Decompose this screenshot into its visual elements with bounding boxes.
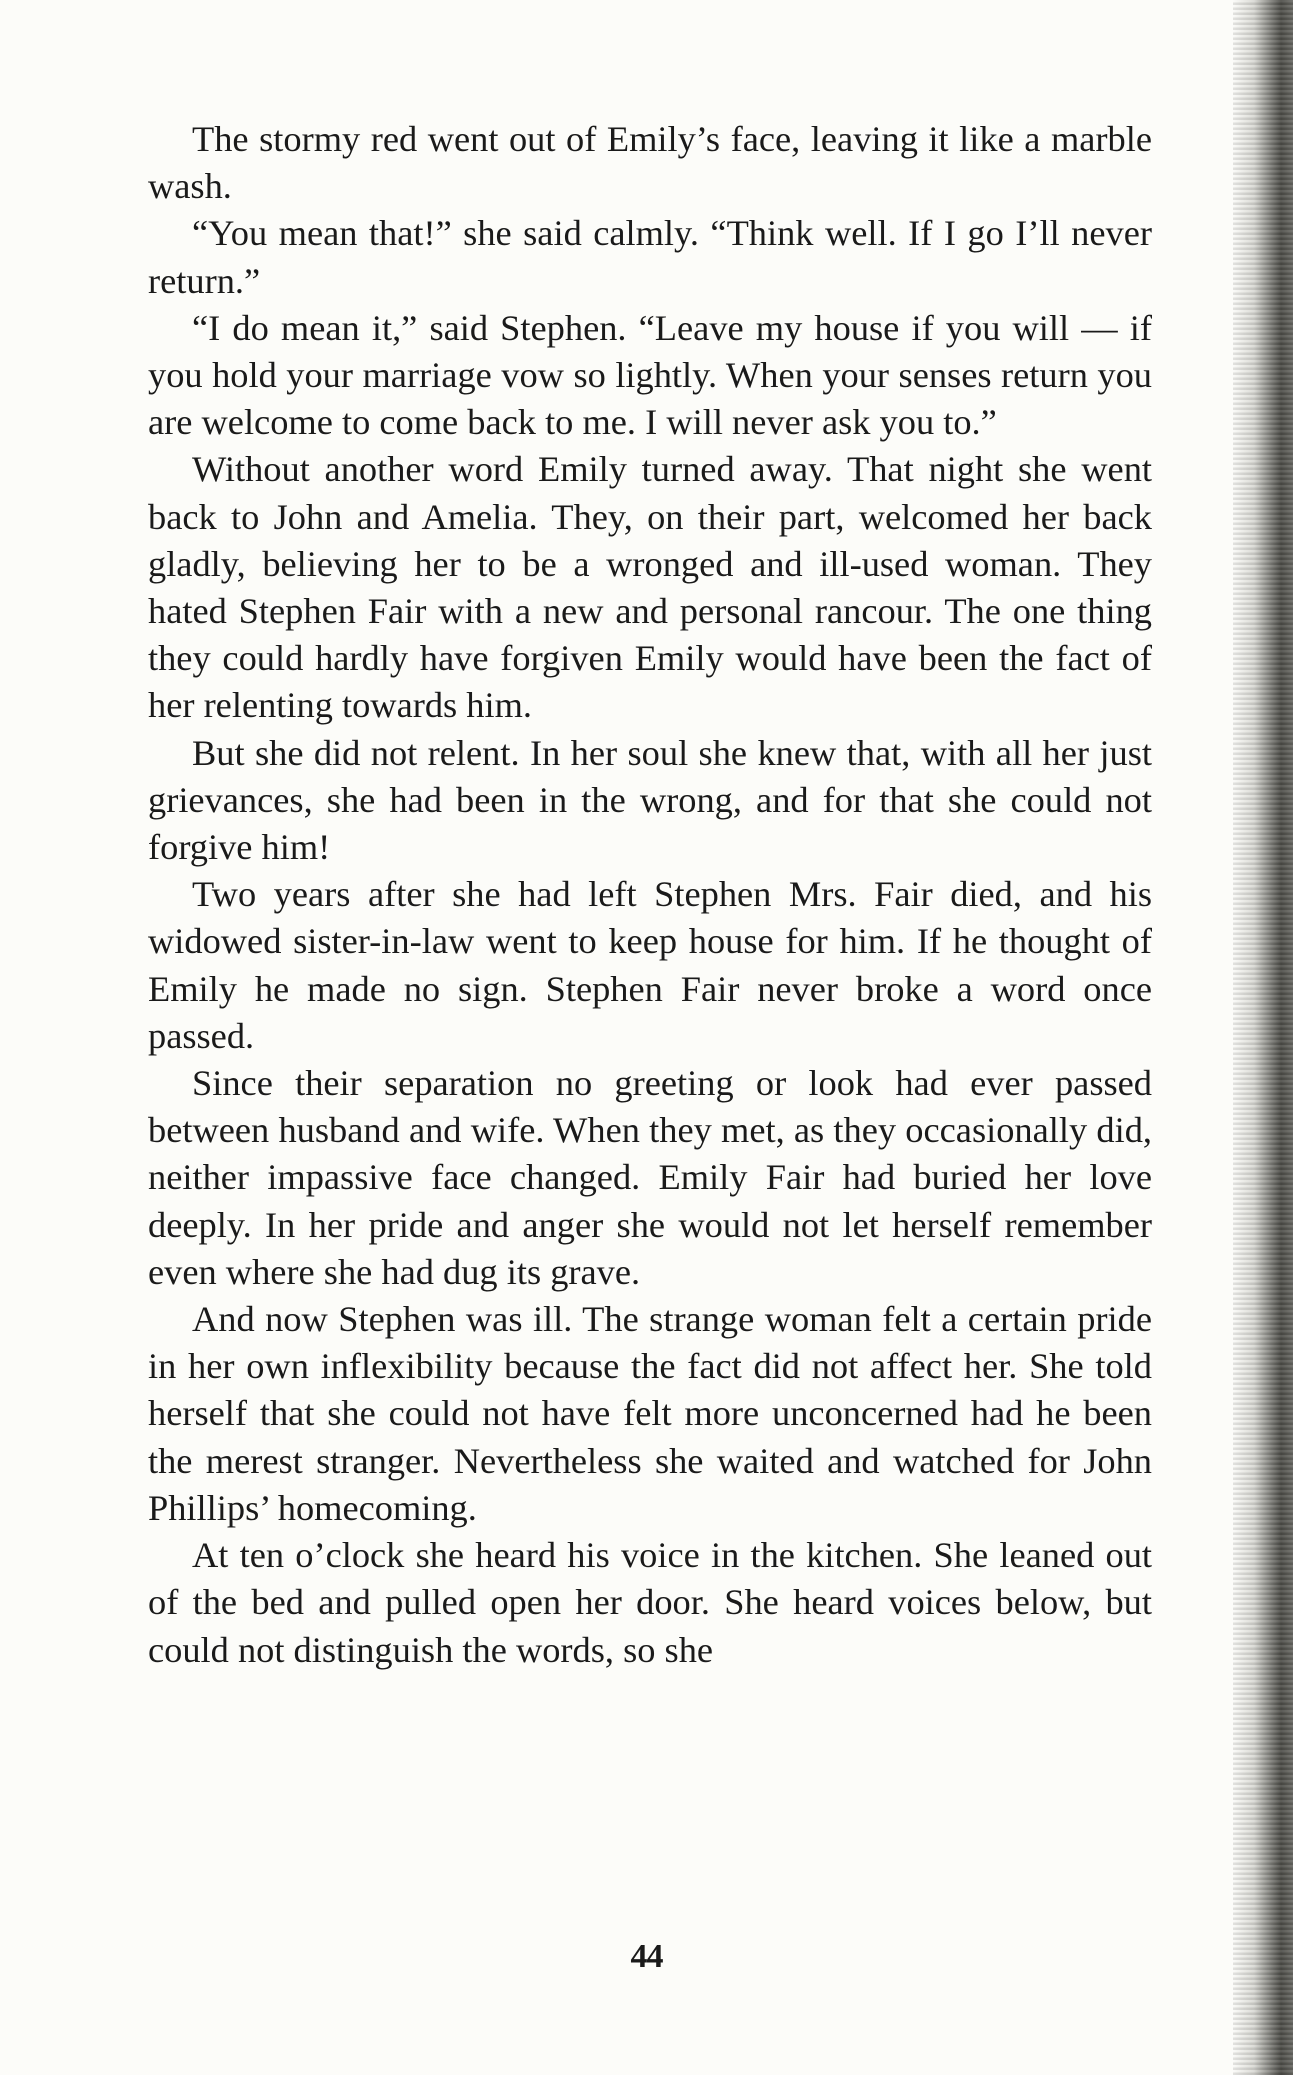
paragraph-3: “I do mean it,” said Stephen. “Leave my house if you will — if you hold your marriage vow so lightly. When your senses return you are welcome to come back to me. I will never ask you to.” — [148, 307, 1152, 443]
paragraph-1: The stormy red went out of Emily’s face, leaving it like a marble wash. — [148, 119, 1152, 207]
page-edge-texture — [1233, 0, 1293, 2075]
paragraph-8: And now Stephen was ill. The strange woman felt a certain pride in her own inflexibility because the fact did not affect her. She told herself that she could not have felt more unconcerned had he been the merest stranger. Nevertheless she waited and watched for John Phillips’ homecoming. — [148, 1299, 1152, 1528]
page-edge-shadow — [1233, 0, 1293, 2075]
page-number: 44 — [630, 1938, 663, 1975]
paragraph-2: “You mean that!” she said calmly. “Think well. If I go I’ll never return.” — [148, 213, 1152, 301]
body-text — [148, 116, 1152, 1674]
paragraph-7: Since their separation no greeting or look had ever passed between husband and wife. When they met, as they occasionally did, neither impassive face changed. Emily Fair had buried her love deeply. In her pride and anger she would not let herself remember even where she had dug its grave. — [148, 1063, 1152, 1292]
paragraph-4: Without another word Emily turned away. That night she went back to John and Amelia. They, on their part, welcomed her back gladly, believing her to be a wronged and ill-used woman. They hated Stephen Fair with a new and personal rancour. The one thing they could hardly have forgiven Emily would have been the fact of her relenting towards him. — [148, 449, 1152, 726]
paragraph-9: At ten o’clock she heard his voice in the kitchen. She leaned out of the bed and pulled open her door. She heard voices below, but could not distinguish the words, so she — [148, 1535, 1152, 1670]
paragraph-5: But she did not relent. In her soul she knew that, with all her just grievances, she had been in the wrong, and for that she could not forgive him! — [148, 732, 1152, 868]
paragraph-6: Two years after she had left Stephen Mrs. Fair died, and his widowed sister-in-law went to keep house for him. If he thought of Emily he made no sign. Stephen Fair never broke a word once passed. — [148, 874, 1152, 1056]
